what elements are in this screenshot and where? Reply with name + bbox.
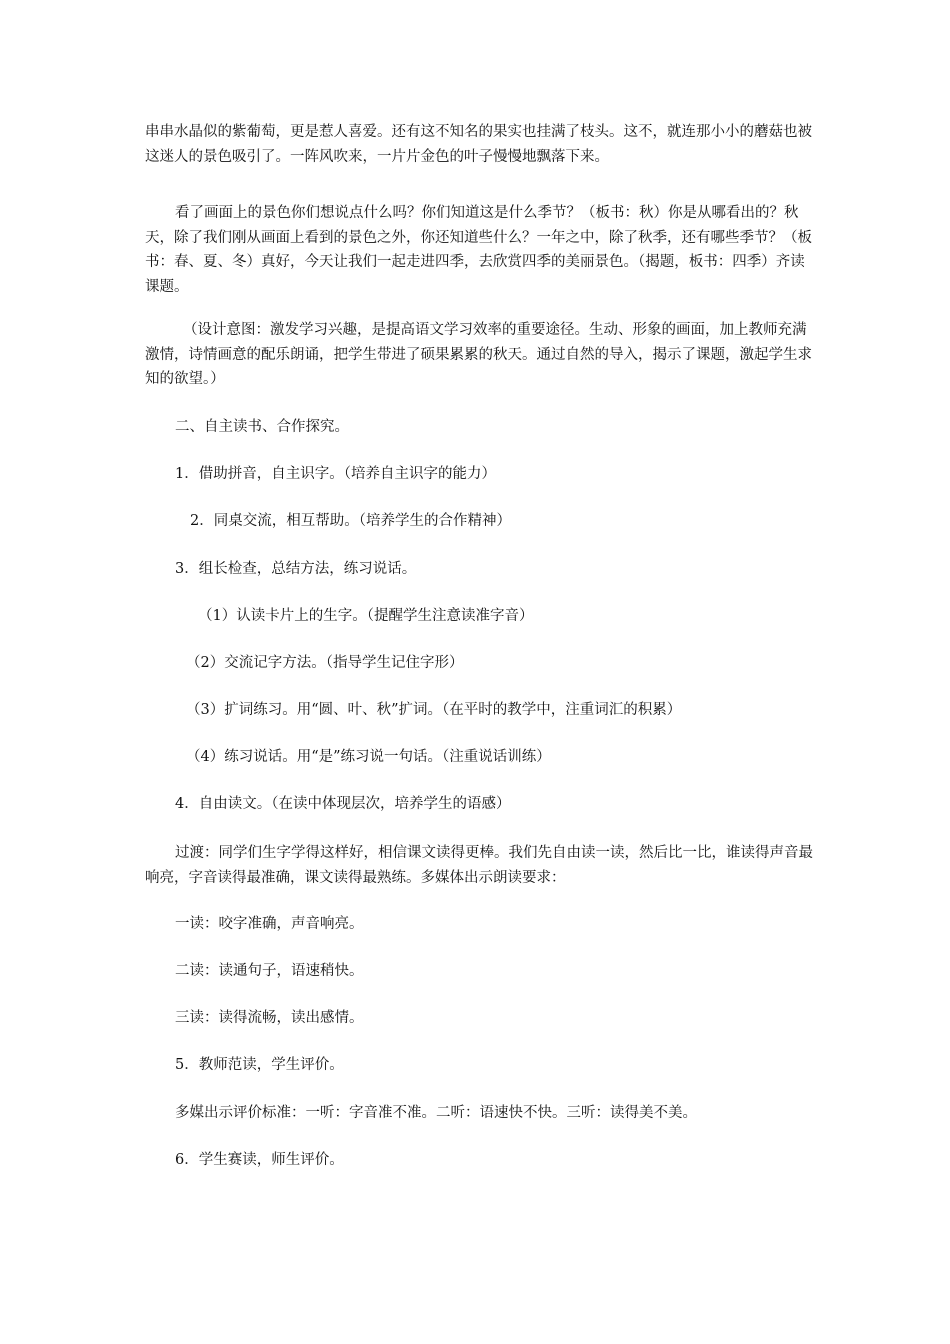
list-item-1: 1．借助拼音，自主识字。（培养自主识字的能力） (175, 466, 496, 482)
list-item-5: 5．教师范读，学生评价。 (175, 1057, 344, 1073)
reading-requirement-3: 三读：读得流畅，读出感情。 (175, 1010, 364, 1026)
paragraph-2: 看了画面上的景色你们想说点什么吗？你们知道这是什么季节？（板书：秋）你是从哪看出的？秋天，除了我们刚从画面上看到的景色之外，你还知道些什么？一年之中，除了秋季，还有哪些季节？（板书：春、夏、冬）真好，今天让我们一起走进四季，去欣赏四季的美丽景色。（揭题，板书：四季）齐读课题。 (145, 205, 812, 295)
section-heading: 二、自主读书、合作探究。 (175, 419, 349, 435)
sub-item-3: （3）扩词练习。用“圆、叶、秋”扩词。（在平时的教学中，注重词汇的积累） (186, 702, 682, 718)
list-item-4: 4．自由读文。（在读中体现层次，培养学生的语感） (175, 796, 511, 812)
reading-requirement-1: 一读：咬字准确，声音响亮。 (175, 916, 364, 932)
evaluation-criteria: 多媒出示评价标准：一听：字音准不准。二听：语速快不快。三听：读得美不美。 (175, 1105, 697, 1121)
sub-item-4: （4）练习说话。用“是”练习说一句话。（注重说话训练） (186, 749, 551, 765)
list-item-6: 6．学生赛读，师生评价。 (175, 1152, 344, 1168)
paragraph-1: 串串水晶似的紫葡萄，更是惹人喜爱。还有这不知名的果实也挂满了枝头。这不，就连那小小的蘑菇也被这迷人的景色吸引了。一阵风吹来，一片片金色的叶子慢慢地飘落下来。 (145, 124, 812, 165)
reading-requirement-2: 二读：读通句子，语速稍快。 (175, 963, 364, 979)
sub-item-1: （1）认读卡片上的生字。（提醒学生注意读准字音） (198, 608, 534, 624)
list-item-2: 2．同桌交流，相互帮助。（培养学生的合作精神） (190, 513, 511, 529)
sub-item-2: （2）交流记字方法。（指导学生记住字形） (186, 655, 464, 671)
list-item-3: 3．组长检查，总结方法，练习说话。 (175, 561, 417, 577)
paragraph-3: （设计意图：激发学习兴趣，是提高语文学习效率的重要途径。生动、形象的画面，加上教师充满激情，诗情画意的配乐朗诵，把学生带进了硕果累累的秋天。通过自然的导入，揭示了课题，激起学生求知的欲望。） (145, 322, 812, 387)
transition-paragraph: 过渡：同学们生字学得这样好，相信课文读得更棒。我们先自由读一读，然后比一比，谁读得声音最响亮，字音读得最准确，课文读得最熟练。多媒体出示朗读要求： (145, 845, 813, 886)
